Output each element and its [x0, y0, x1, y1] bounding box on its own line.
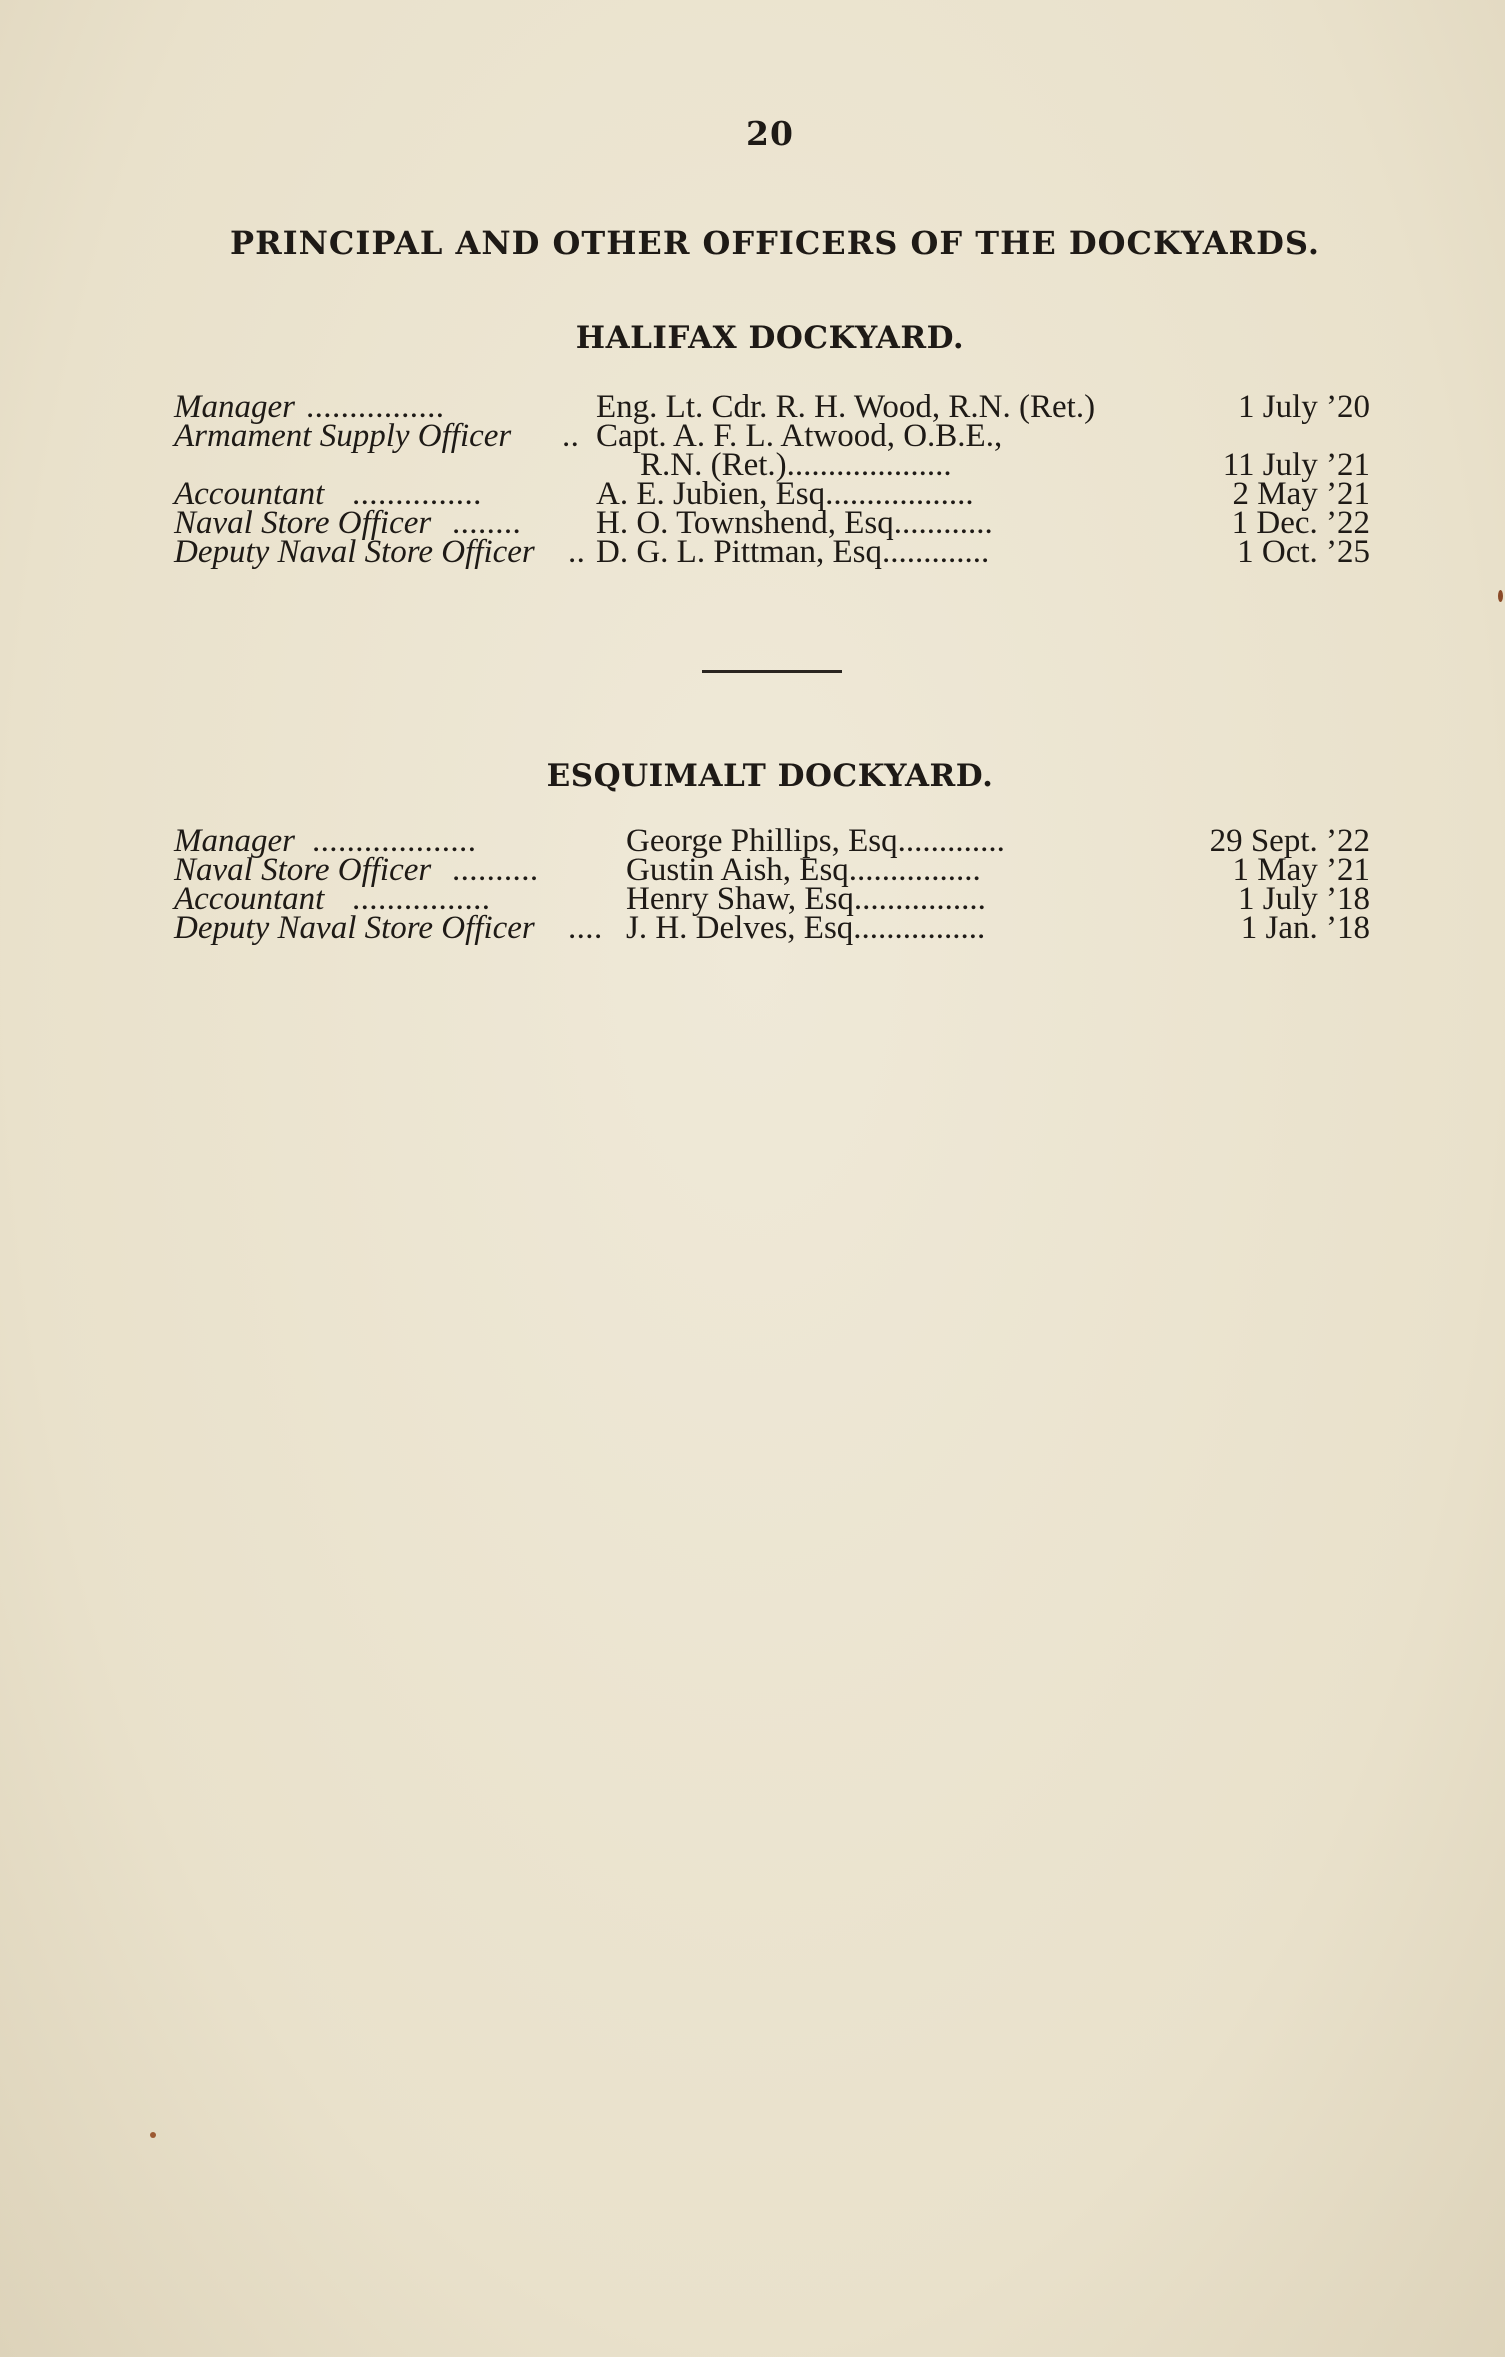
officer-role: Deputy Naval Store Officer: [174, 534, 535, 570]
appointment-date: 29 Sept. ’22: [1209, 823, 1370, 859]
leader-dots: ..: [562, 418, 580, 454]
officer-name: J. H. Delves, Esq................: [626, 910, 986, 946]
section-divider: [702, 670, 842, 673]
leader-dots: ..: [568, 534, 586, 570]
section-heading-esquimalt: ESQUIMALT DOCKYARD.: [546, 758, 994, 794]
appointment-date: 1 May ’21: [1232, 852, 1370, 888]
paper-stain: [150, 2132, 156, 2138]
leader-dots: ................: [306, 389, 445, 425]
officer-name: Eng. Lt. Cdr. R. H. Wood, R.N. (Ret.): [596, 389, 1096, 425]
esquimalt-officers-list: [174, 823, 1370, 946]
page-title: PRINCIPAL AND OTHER OFFICERS OF THE DOCKYARDS.: [230, 224, 1320, 262]
leader-dots: ...................: [312, 823, 477, 859]
leader-dots: ........: [452, 505, 522, 541]
officer-role: Manager: [174, 389, 295, 425]
halifax-officers-list: [174, 389, 1370, 570]
officer-role: Naval Store Officer: [174, 852, 432, 888]
section-heading-halifax: HALIFAX DOCKYARD.: [575, 320, 965, 356]
officer-name: H. O. Townshend, Esq............: [596, 505, 993, 541]
list-item: [174, 534, 1370, 570]
officer-role: Naval Store Officer: [174, 505, 432, 541]
officer-role: Armament Supply Officer: [174, 418, 512, 454]
appointment-date: 2 May ’21: [1232, 476, 1370, 512]
appointment-date: 1 Dec. ’22: [1231, 505, 1370, 541]
officer-role: Deputy Naval Store Officer: [174, 910, 535, 946]
appointment-date: 1 Oct. ’25: [1237, 534, 1370, 570]
page-number: 20: [746, 114, 794, 153]
officer-role: Accountant: [174, 881, 325, 917]
officer-name: R.N. (Ret.)....................: [640, 447, 952, 483]
appointment-date: 11 July ’21: [1222, 447, 1370, 483]
leader-dots: ...............: [352, 476, 482, 512]
officer-role: Accountant: [174, 476, 325, 512]
leader-dots: ................: [352, 881, 491, 917]
list-item: [174, 910, 1370, 946]
appointment-date: 1 July ’18: [1238, 881, 1370, 917]
officer-name: Henry Shaw, Esq................: [626, 881, 986, 917]
appointment-date: 1 Jan. ’18: [1240, 910, 1370, 946]
appointment-date: 1 July ’20: [1238, 389, 1370, 425]
officer-role: Manager: [174, 823, 295, 859]
officer-name: D. G. L. Pittman, Esq.............: [596, 534, 990, 570]
leader-dots: ....: [568, 910, 603, 946]
officer-name: Capt. A. F. L. Atwood, O.B.E.,: [596, 418, 1003, 454]
paper-stain: [1498, 590, 1503, 602]
officer-name: A. E. Jubien, Esq..................: [596, 476, 974, 512]
officer-name: Gustin Aish, Esq................: [626, 852, 981, 888]
officer-name: George Phillips, Esq.............: [626, 823, 1005, 859]
leader-dots: ..........: [452, 852, 539, 888]
